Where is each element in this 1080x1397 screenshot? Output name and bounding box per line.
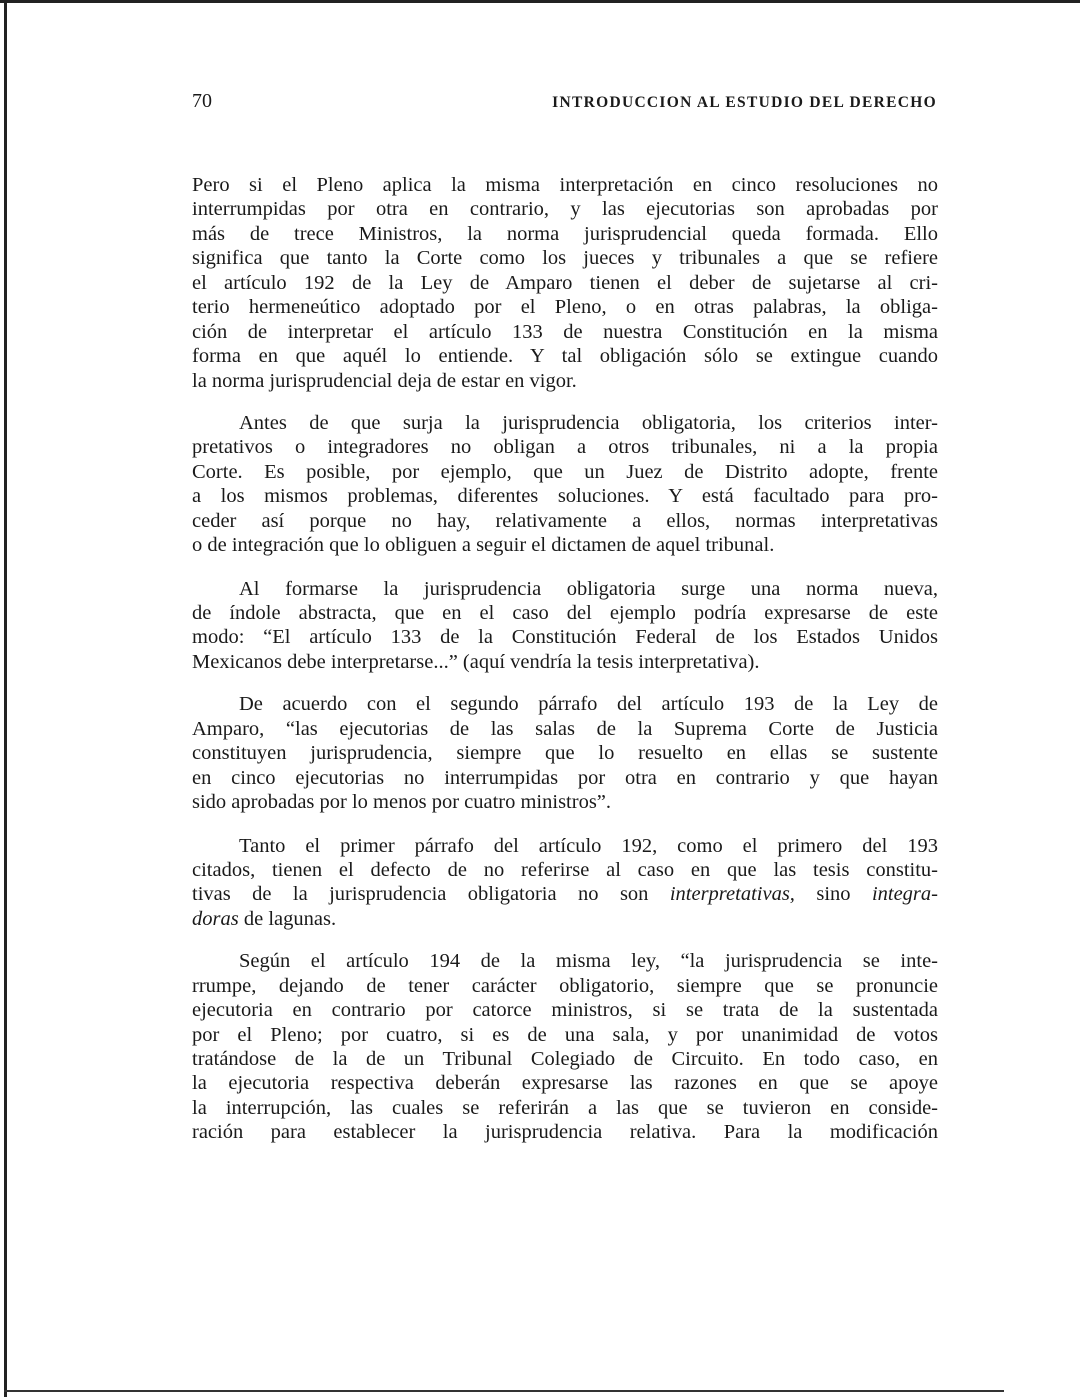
text-line: sido aprobadas por lo menos por cuatro ministros”. bbox=[192, 791, 612, 814]
text-line: de índole abstracta, que en el caso del ejemplo podría expresarse de este bbox=[192, 602, 938, 624]
text-line: la ejecutoria respectiva deberán expresarse las razones en que se apoye bbox=[192, 1072, 938, 1095]
text-line: Corte. Es posible, por ejemplo, que un Juez de Distrito adopte, frente bbox=[192, 460, 938, 483]
paragraph bbox=[192, 834, 938, 932]
text-segment: de lagunas. bbox=[238, 907, 337, 930]
text-line: por el Pleno; por cuatro, si es de una sala, y por unanimidad de votos bbox=[192, 1023, 938, 1046]
text-line: más de trece Ministros, la norma jurisprudencial queda formada. Ello bbox=[192, 222, 938, 245]
paragraph bbox=[192, 577, 938, 675]
text-line: forma en que aquél lo entiende. Y tal obligación sólo se extingue cuando bbox=[192, 345, 938, 368]
text-segment: tivas de la jurisprudencia obligatoria no son bbox=[192, 883, 670, 906]
text-line: ción de interpretar el artículo 133 de nuestra Constitución en la misma bbox=[192, 320, 938, 343]
text-line: la norma jurisprudencial deja de estar en vigor. bbox=[192, 369, 577, 392]
text-line: interrumpidas por otra en contrario, y las ejecutorias son aprobadas por bbox=[192, 198, 938, 221]
scan-edge-top bbox=[0, 0, 1080, 3]
italic-text: integra- bbox=[871, 883, 938, 906]
text-line: ceder así porque no hay, relativamente a ellos, normas interpretativas bbox=[192, 509, 938, 532]
body-text bbox=[192, 155, 938, 1145]
italic-text: doras bbox=[192, 907, 239, 930]
text-line: Mexicanos debe interpretarse...” (aquí vendría la tesis interpretativa). bbox=[192, 650, 760, 673]
text-line: Pero si el Pleno aplica la misma interpretación en cinco resoluciones no bbox=[192, 174, 938, 196]
text-line: Al formarse la jurisprudencia obligatoria surge una norma nueva, bbox=[239, 577, 938, 600]
text-line: Según el artículo 194 de la misma ley, “la jurisprudencia se inte- bbox=[239, 950, 938, 973]
scan-edge-bottom bbox=[4, 1390, 1004, 1392]
text-line: el artículo 192 de la Ley de Amparo tienen el deber de sujetarse al cri- bbox=[192, 271, 938, 294]
page-number: 70 bbox=[192, 90, 212, 112]
italic-text: interpretativas, bbox=[669, 883, 795, 906]
paragraph bbox=[192, 692, 938, 814]
paragraph bbox=[192, 411, 938, 558]
text-line: citados, tienen el defecto de no referirse al caso en que las tesis constitu- bbox=[192, 858, 938, 881]
text-segment: sino bbox=[794, 883, 872, 906]
scan-edge-left bbox=[4, 0, 7, 1397]
text-line: tratándose de la de un Tribunal Colegiado de Circuito. En todo caso, en bbox=[192, 1048, 938, 1070]
text-line: ejecutoria en contrario por catorce ministros, si se trata de la sustentada bbox=[192, 999, 938, 1022]
text-line: constituyen jurisprudencia, siempre que lo resuelto en ellas se sustente bbox=[192, 742, 938, 765]
text-line: terio hermeneútico adoptado por el Pleno, o en otras palabras, la obliga- bbox=[192, 296, 938, 319]
text-line: Antes de que surja la jurisprudencia obligatoria, los criterios inter- bbox=[239, 411, 938, 434]
text-line: pretativos o integradores no obligan a otros tribunales, ni a la propia bbox=[192, 436, 938, 459]
text-line bbox=[192, 882, 938, 906]
text-line: De acuerdo con el segundo párrafo del artículo 193 de la Ley de bbox=[239, 693, 938, 716]
text-line: ración para establecer la jurisprudencia relativa. Para la modificación bbox=[192, 1121, 938, 1144]
text-line: en cinco ejecutorias no interrumpidas por otra en contrario y que hayan bbox=[192, 766, 938, 789]
text-line: modo: “El artículo 133 de la Constitución Federal de los Estados Unidos bbox=[192, 626, 938, 649]
text-line: Amparo, “las ejecutorias de las salas de la Suprema Corte de Justicia bbox=[192, 717, 938, 740]
text-line: rrumpe, dejando de tener carácter obligatorio, siempre que se pronuncie bbox=[192, 974, 938, 997]
paragraph bbox=[192, 949, 938, 1145]
text-line bbox=[192, 907, 938, 931]
text-line: Tanto el primer párrafo del artículo 192, como el primero del 193 bbox=[239, 834, 938, 857]
text-line: la interrupción, las cuales se referirán a las que se tuvieron en conside- bbox=[192, 1096, 938, 1119]
running-head: INTRODUCCION AL ESTUDIO DEL DERECHO bbox=[552, 94, 937, 111]
paragraph bbox=[192, 173, 938, 393]
text-line: o de integración que lo obliguen a seguir el dictamen de aquel tribunal. bbox=[192, 534, 775, 557]
text-line: a los mismos problemas, diferentes soluciones. Y está facultado para pro- bbox=[192, 485, 938, 508]
text-line: significa que tanto la Corte como los jueces y tribunales a que se refiere bbox=[192, 247, 938, 270]
